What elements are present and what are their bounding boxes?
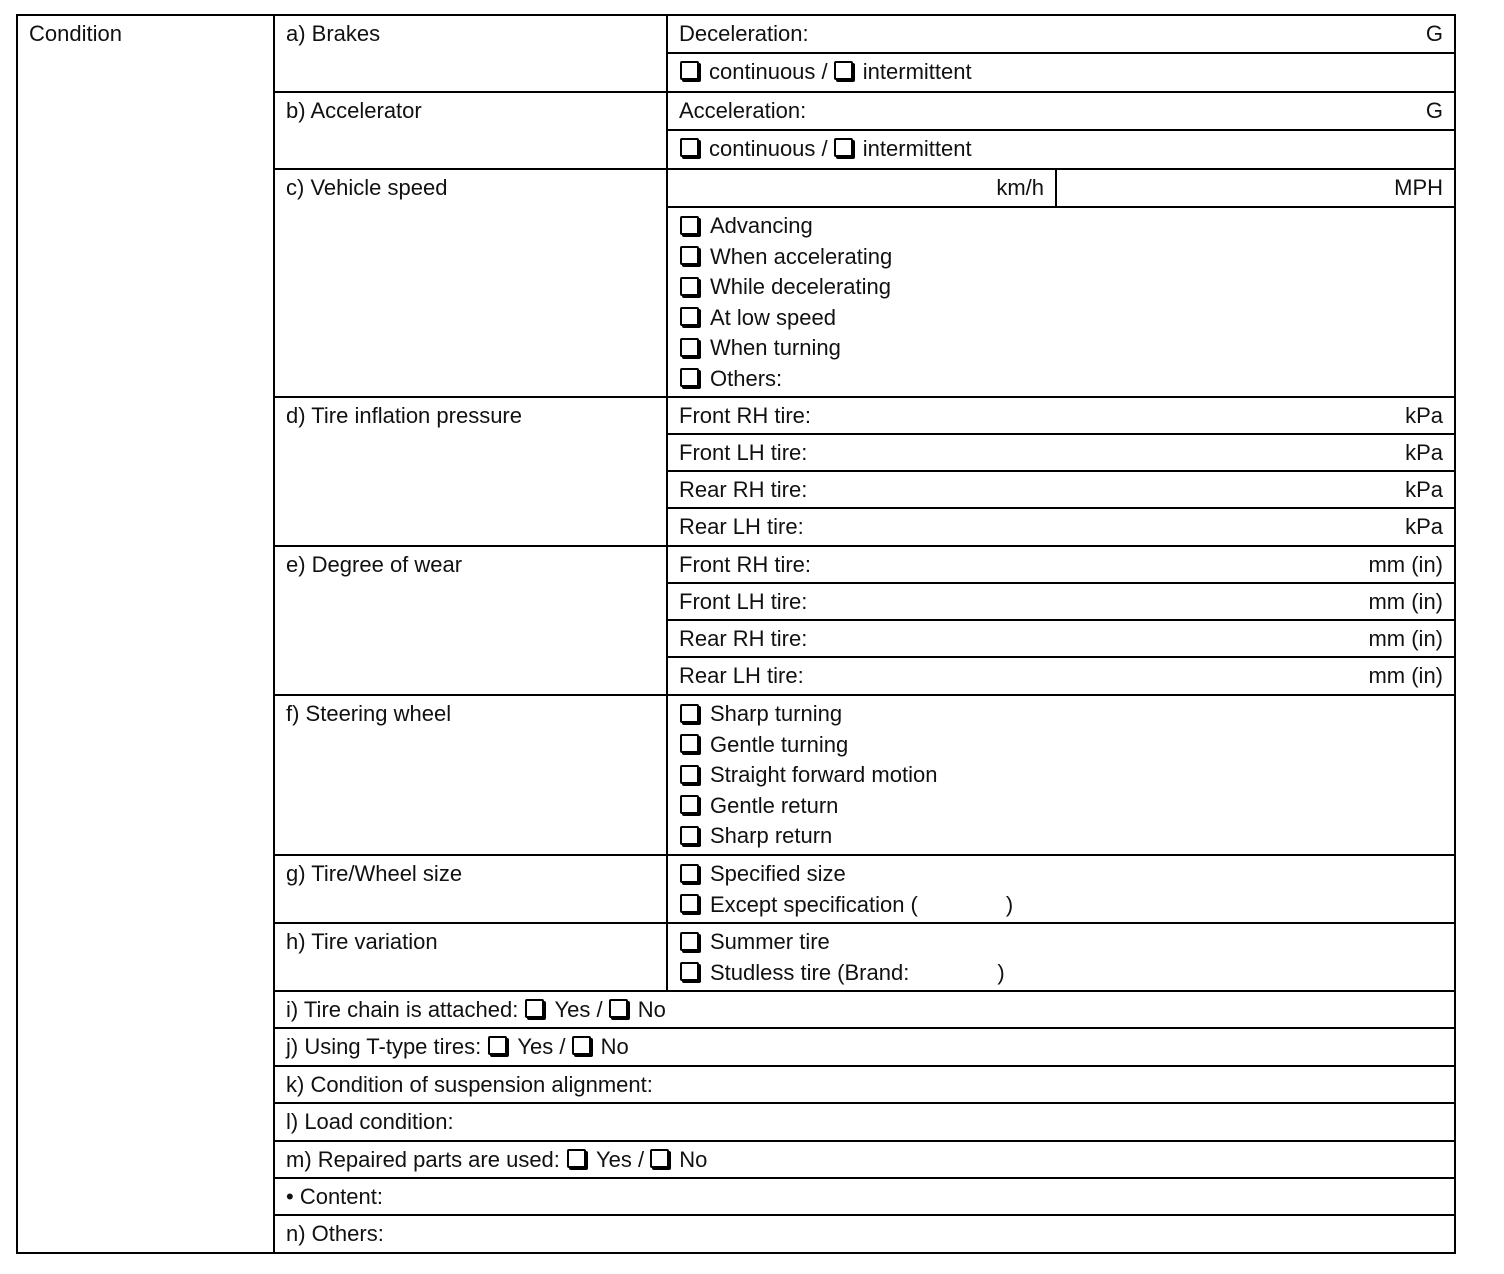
accelerator-label: b) Accelerator — [286, 98, 422, 123]
advancing-checkbox[interactable] — [680, 216, 699, 235]
wear-tire-label: Front RH tire: — [679, 552, 812, 577]
repaired-parts-yes-label: Yes — [596, 1147, 632, 1172]
speed-mph-cell[interactable] — [1056, 169, 1455, 207]
wear-unit: mm (in) — [1368, 589, 1444, 614]
steering-options-cell — [667, 695, 1455, 855]
speed-option-label: Advancing — [710, 213, 813, 238]
wear-tire-label: Rear LH tire: — [679, 663, 804, 688]
t-type-yes-label: Yes — [517, 1034, 554, 1059]
wear-label: e) Degree of wear — [286, 552, 463, 577]
inflation-unit: kPa — [1405, 514, 1444, 539]
steering-option-row[interactable] — [679, 760, 1443, 791]
tire-chain-yes-checkbox[interactable] — [525, 999, 544, 1018]
studless-tire-label: Studless tire (Brand: — [710, 959, 910, 985]
inflation-label-cell — [274, 397, 667, 546]
accelerator-mode-slash: / — [821, 136, 828, 161]
studless-tire-close: ) — [997, 959, 1005, 985]
repaired-parts-no-checkbox[interactable] — [650, 1149, 669, 1168]
specified-size-label: Specified size — [710, 861, 846, 886]
accelerator-mode-cell — [667, 130, 1455, 169]
wear-label-cell — [274, 546, 667, 695]
suspension-alignment-row[interactable] — [274, 1066, 1455, 1103]
speed-option-row[interactable] — [679, 364, 1443, 395]
accelerator-continuous-label: continuous — [709, 136, 816, 161]
brakes-intermittent-checkbox[interactable] — [834, 61, 853, 80]
steering-option-label: Gentle turning — [710, 731, 849, 757]
speed-option-row[interactable] — [679, 303, 1443, 334]
accelerator-continuous-checkbox[interactable] — [680, 138, 699, 157]
when-turning-checkbox[interactable] — [680, 338, 699, 357]
suspension-alignment-label: k) Condition of suspension alignment: — [286, 1072, 653, 1097]
t-type-yes-checkbox[interactable] — [488, 1036, 507, 1055]
steering-option-label: Straight forward motion — [710, 762, 938, 787]
speed-kmh-cell[interactable] — [667, 169, 1056, 207]
inflation-row[interactable] — [667, 397, 1455, 434]
except-spec-checkbox[interactable] — [680, 894, 699, 913]
speed-option-row[interactable] — [679, 333, 1443, 364]
speed-options-cell — [667, 207, 1455, 397]
wheel-size-options-cell — [667, 855, 1455, 923]
speed-kmh-unit: km/h — [996, 175, 1044, 200]
inflation-tire-label: Rear RH tire: — [679, 477, 808, 502]
tire-chain-row — [274, 991, 1455, 1028]
deceleration-unit: G — [1425, 21, 1444, 46]
tire-variation-label: h) Tire variation — [286, 929, 438, 954]
speed-option-label: When accelerating — [710, 243, 893, 269]
inflation-tire-label: Front LH tire: — [679, 440, 808, 465]
speed-option-row[interactable] — [679, 272, 1443, 303]
accelerator-label-cell — [274, 92, 667, 169]
accelerator-intermittent-checkbox[interactable] — [834, 138, 853, 157]
others-checkbox[interactable] — [680, 368, 699, 387]
load-condition-row[interactable] — [274, 1103, 1455, 1141]
deceleration-cell[interactable] — [667, 15, 1455, 53]
inflation-tire-label: Rear LH tire: — [679, 514, 804, 539]
inflation-tire-label: Front RH tire: — [679, 403, 812, 428]
gentle-return-checkbox[interactable] — [680, 795, 699, 814]
specified-size-checkbox[interactable] — [680, 864, 699, 883]
condition-form-table — [16, 14, 1456, 1254]
brakes-intermittent-label: intermittent — [862, 59, 972, 84]
tire-chain-no-label: No — [637, 997, 666, 1022]
steering-option-row[interactable] — [679, 821, 1443, 852]
wear-row[interactable] — [667, 620, 1455, 657]
others-label: n) Others: — [286, 1221, 384, 1246]
speed-option-row[interactable] — [679, 208, 1443, 242]
inflation-row[interactable] — [667, 508, 1455, 546]
content-label: • Content: — [286, 1184, 383, 1209]
steering-label: f) Steering wheel — [286, 701, 452, 726]
brakes-mode-slash: / — [821, 59, 828, 84]
steering-option-row[interactable] — [679, 730, 1443, 761]
wear-unit: mm (in) — [1368, 663, 1444, 688]
load-condition-label: l) Load condition: — [286, 1109, 454, 1134]
brakes-continuous-label: continuous — [709, 59, 816, 84]
t-type-no-checkbox[interactable] — [572, 1036, 591, 1055]
vehicle-speed-label-cell — [274, 169, 667, 397]
wear-row[interactable] — [667, 583, 1455, 620]
steering-label-cell — [274, 695, 667, 855]
t-type-row — [274, 1028, 1455, 1066]
tire-variation-option-row[interactable] — [679, 958, 1443, 989]
t-type-slash: / — [559, 1034, 566, 1059]
brakes-mode-cell — [667, 53, 1455, 92]
brakes-label-cell — [274, 15, 667, 92]
deceleration-label: Deceleration: — [679, 21, 809, 46]
except-spec-label: Except specification ( — [710, 891, 918, 917]
sharp-return-checkbox[interactable] — [680, 826, 699, 845]
tire-variation-options-cell — [667, 923, 1455, 991]
tire-chain-label: i) Tire chain is attached: — [286, 997, 519, 1022]
wear-row[interactable] — [667, 546, 1455, 583]
inflation-unit: kPa — [1405, 477, 1444, 502]
while-decelerating-checkbox[interactable] — [680, 277, 699, 296]
t-type-label: j) Using T-type tires: — [286, 1034, 482, 1059]
wear-unit: mm (in) — [1368, 626, 1444, 651]
acceleration-cell[interactable] — [667, 92, 1455, 130]
acceleration-label: Acceleration: — [679, 98, 807, 123]
wheel-size-option-row[interactable] — [679, 856, 1443, 890]
tire-chain-no-checkbox[interactable] — [609, 999, 628, 1018]
t-type-no-label: No — [600, 1034, 629, 1059]
content-row[interactable] — [274, 1178, 1455, 1215]
wheel-size-label: g) Tire/Wheel size — [286, 861, 463, 886]
steering-option-row[interactable] — [679, 696, 1443, 730]
studless-tire-checkbox[interactable] — [680, 962, 699, 981]
speed-option-label: At low speed — [710, 304, 836, 330]
wheel-size-label-cell — [274, 855, 667, 923]
condition-label: Condition — [29, 21, 122, 46]
summer-tire-checkbox[interactable] — [680, 932, 699, 951]
except-spec-close: ) — [1005, 891, 1014, 917]
wheel-size-option-row[interactable] — [679, 890, 1443, 921]
speed-option-label: Others: — [710, 365, 783, 391]
steering-option-label: Gentle return — [710, 792, 839, 818]
sharp-turning-checkbox[interactable] — [680, 704, 699, 723]
steering-option-row[interactable] — [679, 791, 1443, 822]
tire-chain-yes-label: Yes — [554, 997, 591, 1022]
at-low-speed-checkbox[interactable] — [680, 307, 699, 326]
gentle-turning-checkbox[interactable] — [680, 734, 699, 753]
steering-option-label: Sharp return — [710, 823, 833, 848]
repaired-parts-yes-checkbox[interactable] — [567, 1149, 586, 1168]
inflation-row[interactable] — [667, 471, 1455, 508]
wear-tire-label: Front LH tire: — [679, 589, 808, 614]
summer-tire-label: Summer tire — [710, 929, 830, 954]
inflation-unit: kPa — [1405, 440, 1444, 465]
inflation-label: d) Tire inflation pressure — [286, 403, 522, 428]
brakes-continuous-checkbox[interactable] — [680, 61, 699, 80]
accelerator-intermittent-label: intermittent — [862, 136, 972, 161]
tire-variation-label-cell — [274, 923, 667, 991]
inflation-unit: kPa — [1405, 403, 1444, 428]
speed-option-label: While decelerating — [710, 274, 891, 299]
brakes-label: a) Brakes — [286, 21, 381, 46]
acceleration-unit: G — [1425, 98, 1444, 123]
wear-row[interactable] — [667, 657, 1455, 695]
repaired-parts-slash: / — [638, 1147, 645, 1172]
condition-header-cell — [17, 15, 274, 1253]
when-accelerating-checkbox[interactable] — [680, 246, 699, 265]
tire-chain-slash: / — [596, 997, 603, 1022]
speed-option-label: When turning — [710, 335, 841, 360]
steering-option-label: Sharp turning — [710, 701, 843, 726]
inflation-row[interactable] — [667, 434, 1455, 471]
wear-tire-label: Rear RH tire: — [679, 626, 808, 651]
speed-option-row[interactable] — [679, 242, 1443, 273]
vehicle-speed-label: c) Vehicle speed — [286, 175, 448, 200]
tire-variation-option-row[interactable] — [679, 924, 1443, 958]
repaired-parts-row — [274, 1141, 1455, 1178]
straight-forward-checkbox[interactable] — [680, 765, 699, 784]
repaired-parts-label: m) Repaired parts are used: — [286, 1147, 560, 1172]
wear-unit: mm (in) — [1368, 552, 1444, 577]
others-row[interactable] — [274, 1215, 1455, 1253]
repaired-parts-no-label: No — [679, 1147, 708, 1172]
speed-mph-unit: MPH — [1394, 175, 1444, 200]
